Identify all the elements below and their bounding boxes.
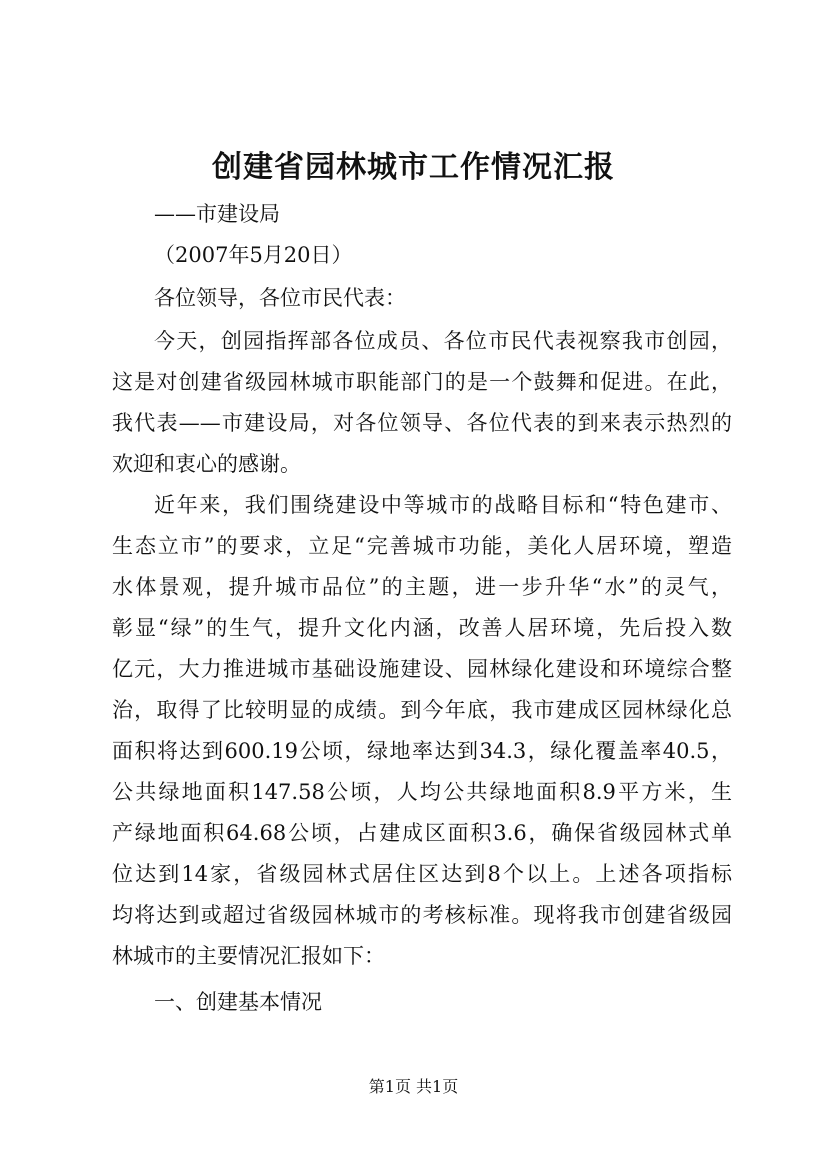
paragraph-line: 彰显“绿”的生气，提升文化内涵，改善人居环境，先后投入数 — [112, 616, 732, 640]
paragraph-line: 亿元，大力推进城市基础设施建设、园林绿化建设和环境综合整 — [112, 657, 732, 681]
page-number: 第1页 共1页 — [368, 1077, 459, 1096]
paragraph-line: 近年来，我们围绕建设中等城市的战略目标和“特色建市、 — [154, 493, 732, 517]
paragraph-line: 林城市的主要情况汇报如下： — [112, 944, 385, 968]
paragraph-line: 水体景观，提升城市品位”的主题，进一步升华“水”的灵气， — [112, 575, 732, 599]
paragraph-line: 今天，创园指挥部各位成员、各位市民代表视察我市创园， — [154, 329, 732, 353]
paragraph-line: 治，取得了比较明显的成绩。到今年底，我市建成区园林绿化总 — [112, 698, 732, 722]
paragraph-line: 均将达到或超过省级园林城市的考核标准。现将我市创建省级园 — [112, 903, 732, 927]
salutation: 各位领导，各位市民代表： — [154, 286, 406, 310]
paragraph-line: 我代表——市建设局，对各位领导、各位代表的到来表示热烈的 — [112, 411, 732, 435]
section-heading: 一、创建基本情况 — [154, 990, 322, 1014]
paragraph-line: 这是对创建省级园林城市职能部门的是一个鼓舞和促进。在此， — [112, 370, 732, 394]
document-title: 创建省园林城市工作情况汇报 — [212, 150, 615, 185]
document-date: （2007年5月20日） — [154, 243, 353, 267]
paragraph-line: 欢迎和衷心的感谢。 — [112, 452, 301, 476]
document-author: ——市建设局 — [154, 202, 280, 226]
paragraph-line: 位达到14家，省级园林式居住区达到8个以上。上述各项指标 — [112, 862, 732, 886]
paragraph-line: 面积将达到600.19公顷，绿地率达到34.3，绿化覆盖率40.5， — [112, 739, 732, 763]
paragraph-line: 产绿地面积64.68公顷，占建成区面积3.6，确保省级园林式单 — [112, 821, 732, 845]
paragraph-line: 生态立市”的要求，立足“完善城市功能，美化人居环境，塑造 — [112, 534, 732, 558]
paragraph-line: 公共绿地面积147.58公顷，人均公共绿地面积8.9平方米，生 — [112, 780, 732, 804]
